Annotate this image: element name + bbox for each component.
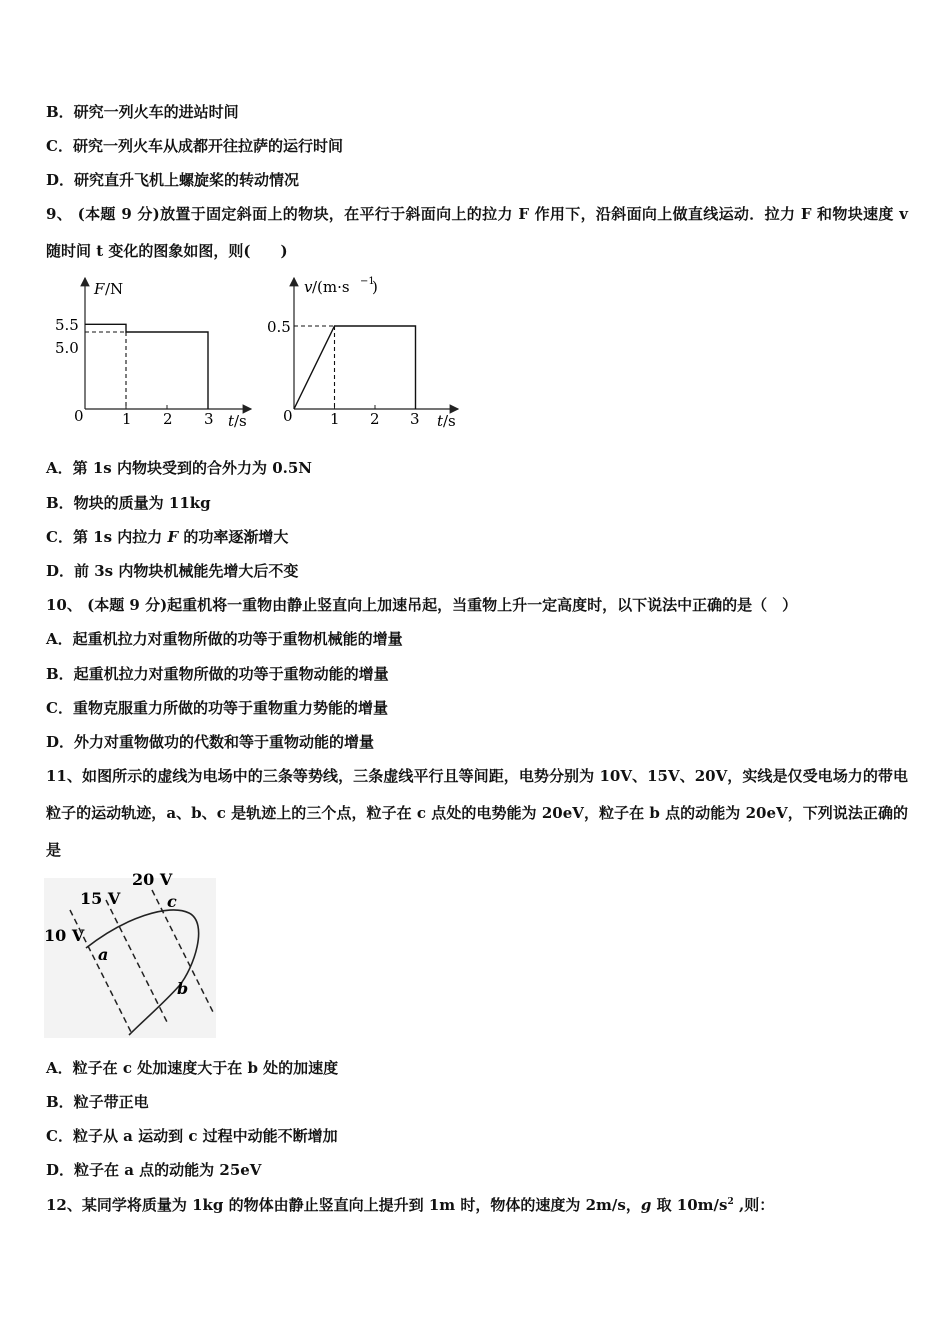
v-graph-y-label-unit: /(m·s: [312, 278, 350, 296]
q10-option-b: B．起重机拉力对重物所做的功等于重物动能的增量: [46, 665, 389, 683]
f-graph-y-label-unit: /N: [105, 280, 124, 298]
q10-option-a: A．起重机拉力对重物所做的功等于重物机械能的增量: [46, 630, 403, 648]
v-graph-x-label-unit: /s: [443, 412, 456, 430]
label-15v: 15 V: [80, 889, 121, 908]
q11-stem: 11、如图所示的虚线为电场中的三条等势线，三条虚线平行且等间距，电势分别为 10V、15V、20V，实线是仅受电场力的带电粒子的运动轨迹，a、b、c 是轨迹上的三个点，粒子在 c 点处的电势能为 20eV，粒子在 b 点的动能为 20eV，下列说法正确的是: [46, 767, 908, 859]
q8-option-d: D．研究直升飞机上螺旋桨的转动情况: [46, 171, 300, 189]
v-graph-x-tick-2: 2: [370, 410, 380, 428]
q9-option-b: B．物块的质量为 11kg: [46, 494, 211, 512]
f-graph-y-tick-5-0: 5.0: [55, 339, 79, 357]
q9-option-a: A．第 1s 内物块受到的合外力为 0.5N: [46, 459, 312, 477]
q9-stem: 9、 (本题 9 分)放置于固定斜面上的物块，在平行于斜面向上的拉力 F 作用下，沿斜面向上做直线运动．拉力 F 和物块速度 v 随时间 t 变化的图象如图，则( ): [46, 205, 908, 260]
label-point-a: a: [98, 945, 109, 964]
v-graph-x-label-var: t: [437, 412, 444, 430]
q11-option-c: C．粒子从 a 运动到 c 过程中动能不断增加: [46, 1127, 338, 1145]
v-graph-y-label-exp: −1: [360, 276, 375, 287]
label-point-c: c: [167, 892, 177, 911]
q9-option-d: D．前 3s 内物块机械能先增大后不变: [46, 562, 299, 580]
q10-stem: 10、 (本题 9 分)起重机将一重物由静止竖直向上加速吊起，当重物上升一定高度时，以下说法中正确的是（ ）: [46, 596, 798, 614]
f-graph-x-tick-3: 3: [204, 410, 214, 428]
q11-option-a: A．粒子在 c 处加速度大于在 b 处的加速度: [46, 1059, 339, 1077]
velocity-time-graph: [266, 270, 466, 440]
v-graph-y-tick-0-5: 0.5: [267, 318, 291, 336]
figure-background: [44, 878, 216, 1038]
q11-option-d: D．粒子在 a 点的动能为 25eV: [46, 1161, 262, 1179]
q8-option-c: C．研究一列火车从成都开往拉萨的运行时间: [46, 137, 343, 155]
q11-option-b: B．粒子带正电: [46, 1093, 149, 1111]
v-graph-line: [294, 326, 416, 409]
v-graph-origin: 0: [283, 407, 293, 425]
f-graph-x-label-var: t: [228, 412, 235, 430]
v-graph-y-label-close: ): [372, 278, 378, 296]
q12-stem: 12、某同学将质量为 1kg 的物体由静止竖直向上提升到 1m 时，物体的速度为 2m/s，g 取 $10m/s^2$ ,则：: [46, 1196, 775, 1214]
label-10v: 10 V: [44, 926, 85, 945]
f-graph-x-tick-1: 1: [122, 410, 132, 428]
q8-option-b: B．研究一列火车的进站时间: [46, 103, 239, 121]
f-graph-x-label-unit: /s: [234, 412, 247, 430]
v-graph-y-label-var: v: [304, 278, 313, 296]
f-graph-x-tick-2: 2: [163, 410, 173, 428]
label-point-b: b: [177, 979, 189, 998]
f-graph-line: [85, 324, 208, 409]
force-time-graph: [46, 270, 261, 440]
q9-option-c: C．第 1s 内拉力 F 的功率逐渐增大: [46, 528, 289, 546]
q10-option-c: C．重物克服重力所做的功等于重物重力势能的增量: [46, 699, 388, 717]
label-20v: 20 V: [132, 870, 173, 889]
f-graph-y-label-var: F: [94, 280, 105, 298]
f-graph-y-tick-5-5: 5.5: [55, 316, 79, 334]
v-graph-x-tick-3: 3: [410, 410, 420, 428]
q10-option-d: D．外力对重物做功的代数和等于重物动能的增量: [46, 733, 375, 751]
f-graph-origin: 0: [74, 407, 84, 425]
v-graph-x-tick-1: 1: [330, 410, 340, 428]
equipotential-figure: [44, 868, 219, 1043]
